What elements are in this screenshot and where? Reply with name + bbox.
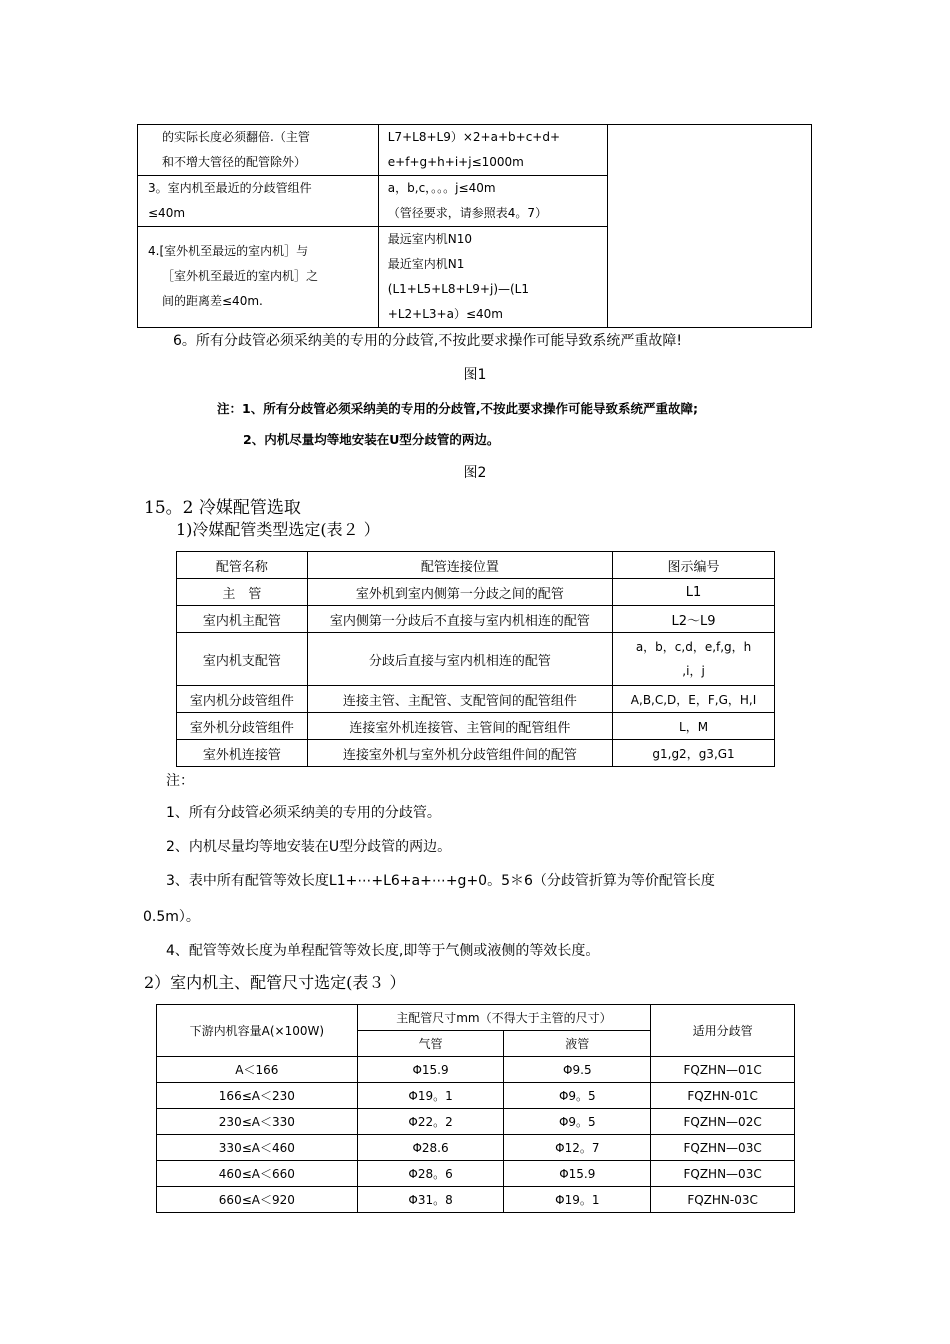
table-row xyxy=(177,606,775,633)
table-row xyxy=(177,713,775,740)
table-cell: 230≤A＜330 xyxy=(157,1109,358,1135)
cell-text: a，b,c，。。。j≤40m xyxy=(387,181,496,195)
table-cell: Φ19。1 xyxy=(357,1083,504,1109)
table-cell: 连接主管、主配管、支配管间的配管组件 xyxy=(307,686,612,713)
table-cell: 460≤A＜660 xyxy=(157,1161,358,1187)
table-cell xyxy=(613,633,775,686)
column-header-pipe-size: 主配管尺寸mm（不得大于主管的尺寸） xyxy=(357,1005,651,1031)
pipe-length-table xyxy=(137,124,812,328)
table-cell-empty xyxy=(607,125,811,328)
cell-text: 最远室内机N10 xyxy=(387,232,473,246)
table-cell: 660≤A＜920 xyxy=(157,1187,358,1213)
note-3-continued: 0.5m）。 xyxy=(143,909,200,925)
table-cell: L1 xyxy=(613,579,775,606)
table-cell: 分歧后直接与室内机相连的配管 xyxy=(307,633,612,686)
table-row xyxy=(177,633,775,686)
table-row xyxy=(157,1187,795,1213)
note-6: 6。所有分歧管必须采纳美的专用的分歧管,不按此要求操作可能导致系统严重故障! xyxy=(173,333,682,349)
table-cell: FQZHN-03C xyxy=(651,1187,795,1213)
table-cell: FQZHN—01C xyxy=(651,1057,795,1083)
table-cell: 166≤A＜230 xyxy=(157,1083,358,1109)
table-cell: FQZHN—03C xyxy=(651,1161,795,1187)
table-row xyxy=(177,579,775,606)
table-cell: Φ28.6 xyxy=(357,1135,504,1161)
table-row xyxy=(157,1057,795,1083)
table-cell xyxy=(138,125,379,176)
table-cell xyxy=(378,125,607,176)
cell-text: a，b，c,d，e,f,g，h xyxy=(635,640,752,654)
table-row xyxy=(177,740,775,767)
table-cell: 室外机到室内侧第一分歧之间的配管 xyxy=(307,579,612,606)
cell-text: (L1+L5+L8+L9+j)—(L1 xyxy=(387,282,529,296)
cell-text: ［室外机至最近的室内机］之 xyxy=(162,269,319,283)
column-header-capacity: 下游内机容量A(×100W) xyxy=(157,1005,358,1057)
table-cell xyxy=(138,227,379,328)
table-cell: Φ9.5 xyxy=(504,1057,651,1083)
cell-text: 最近室内机N1 xyxy=(387,257,465,271)
table-cell: 室外机连接管 xyxy=(177,740,308,767)
table-cell: 室内侧第一分歧后不直接与室内机相连的配管 xyxy=(307,606,612,633)
table-row xyxy=(157,1135,795,1161)
table-cell: Φ22。2 xyxy=(357,1109,504,1135)
cell-text: L7+L8+L9）×2+a+b+c+d+ xyxy=(387,130,561,144)
table-row xyxy=(177,686,775,713)
table-cell xyxy=(378,176,607,227)
table-cell: Φ15.9 xyxy=(504,1161,651,1187)
table-cell: A,B,C,D，E，F,G，H,I xyxy=(613,686,775,713)
note-4: 4、配管等效长度为单程配管等效长度,即等于气侧或液侧的等效长度。 xyxy=(166,943,600,959)
subsection-title-1: 1)冷媒配管类型选定(表２ ） xyxy=(176,520,380,539)
table-cell: 连接室外机与室外机分歧管组件间的配管 xyxy=(307,740,612,767)
cell-text: 和不增大管径的配管除外） xyxy=(162,155,307,169)
table-cell: 330≤A＜460 xyxy=(157,1135,358,1161)
table-cell xyxy=(378,227,607,328)
cell-text: +L2+L3+a）≤40m xyxy=(387,307,503,321)
cell-text: （管径要求，请参照表4。7） xyxy=(387,206,548,220)
bold-note-1: 注：1、所有分歧管必须采纳美的专用的分歧管,不按此要求操作可能导致系统严重故障; xyxy=(217,401,698,416)
table-cell: Φ31。8 xyxy=(357,1187,504,1213)
table-cell: Φ9。5 xyxy=(504,1083,651,1109)
table-cell: 室内机支配管 xyxy=(177,633,308,686)
table-row xyxy=(138,125,812,176)
cell-text: 的实际长度必须翻倍.（主管 xyxy=(162,130,310,144)
table-cell: FQZHN—03C xyxy=(651,1135,795,1161)
table-cell: A＜166 xyxy=(157,1057,358,1083)
column-header-gas: 气管 xyxy=(357,1031,504,1057)
table-cell: 连接室外机连接管、主管间的配管组件 xyxy=(307,713,612,740)
figure-1-caption: 图1 xyxy=(463,367,487,383)
table-row xyxy=(157,1161,795,1187)
note-1: 1、所有分歧管必须采纳美的专用的分歧管。 xyxy=(166,805,441,821)
column-header-branch: 适用分歧管 xyxy=(651,1005,795,1057)
column-header: 图示编号 xyxy=(613,552,775,579)
cell-text: 3。室内机至最近的分歧管组件 xyxy=(148,181,312,195)
table-cell: Φ15.9 xyxy=(357,1057,504,1083)
column-header: 配管名称 xyxy=(177,552,308,579)
table-cell: Φ19。1 xyxy=(504,1187,651,1213)
table-cell: Φ12。7 xyxy=(504,1135,651,1161)
table-cell: g1,g2，g3,G1 xyxy=(613,740,775,767)
table-cell: FQZHN-01C xyxy=(651,1083,795,1109)
table-cell: L，M xyxy=(613,713,775,740)
bold-note-2: 2、内机尽量均等地安装在U型分歧管的两边。 xyxy=(243,432,500,447)
table-cell: 室内机分歧管组件 xyxy=(177,686,308,713)
cell-text: 4.[室外机至最远的室内机］与 xyxy=(148,244,309,258)
cell-text: e+f+g+h+i+j≤1000m xyxy=(387,155,524,169)
table-cell: 室外机分歧管组件 xyxy=(177,713,308,740)
table-row xyxy=(157,1083,795,1109)
table-cell: 室内机主配管 xyxy=(177,606,308,633)
subsection-title-2: 2）室内机主、配管尺寸选定(表３ ） xyxy=(144,973,406,992)
pipe-type-table xyxy=(176,551,775,767)
pipe-size-table xyxy=(156,1004,795,1213)
table-cell: 主 管 xyxy=(177,579,308,606)
table-row xyxy=(157,1109,795,1135)
table-cell xyxy=(138,176,379,227)
table-header-row xyxy=(177,552,775,579)
table-cell: L2～L9 xyxy=(613,606,775,633)
cell-text: 间的距离差≤40m. xyxy=(162,294,263,308)
cell-text: ≤40m xyxy=(148,206,186,220)
cell-text: ,i，j xyxy=(682,664,705,678)
table-cell: Φ9。5 xyxy=(504,1109,651,1135)
column-header: 配管连接位置 xyxy=(307,552,612,579)
figure-2-caption: 图2 xyxy=(463,465,487,481)
section-title: 15。2 冷媒配管选取 xyxy=(144,498,301,518)
note-3: 3、表中所有配管等效长度L1+⋯+L6+a+⋯+g+0。5＊6（分歧管折算为等价配管长度 xyxy=(166,873,715,889)
table-header-row xyxy=(157,1005,795,1031)
table-cell: Φ28。6 xyxy=(357,1161,504,1187)
table-cell: FQZHN—02C xyxy=(651,1109,795,1135)
note-2: 2、内机尽量均等地安装在U型分歧管的两边。 xyxy=(166,839,452,855)
column-header-liquid: 液管 xyxy=(504,1031,651,1057)
notes-label: 注： xyxy=(166,773,194,789)
